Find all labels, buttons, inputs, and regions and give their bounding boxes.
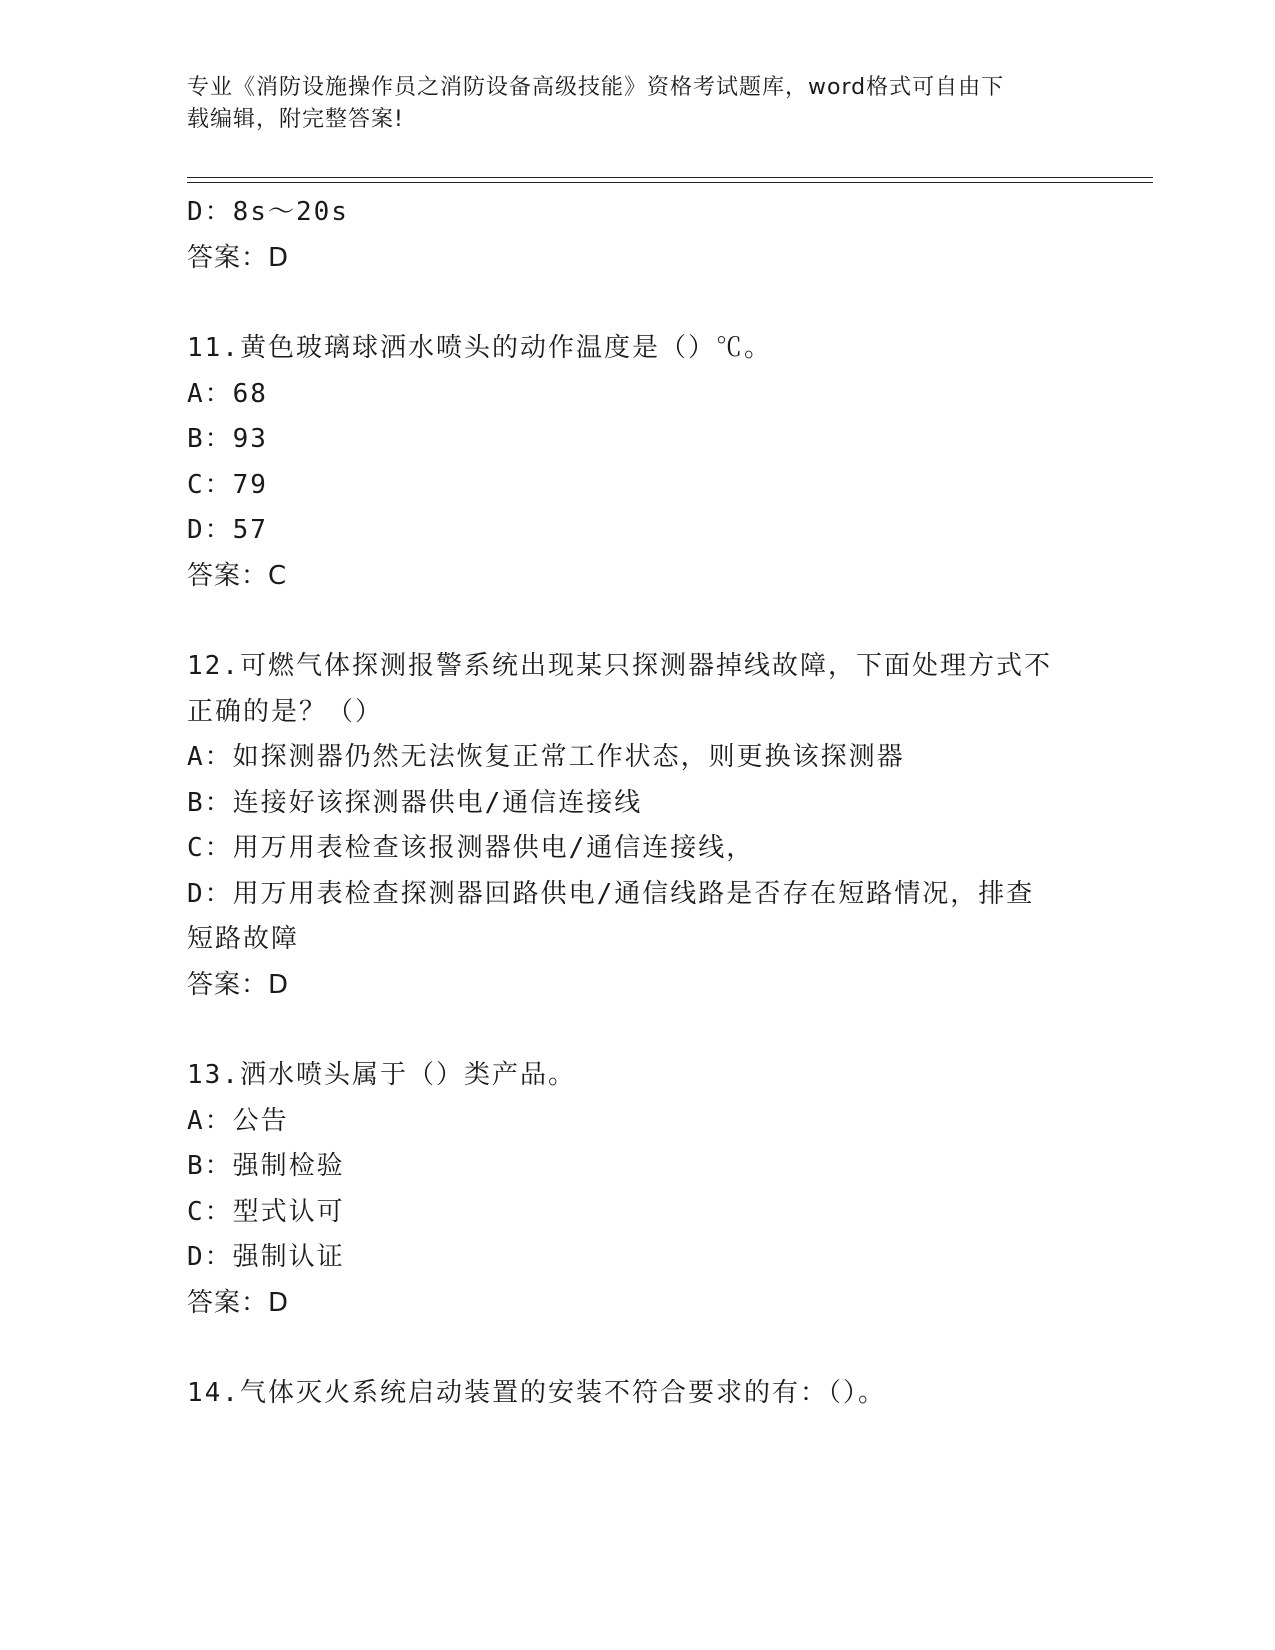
question-14	[187, 1371, 1087, 1417]
spacer	[187, 281, 1087, 326]
option-d-line-1: D：用万用表检查探测器回路供电/通信线路是否存在短路情况，排查	[187, 878, 1035, 909]
question-text: 14.气体灭火系统启动装置的安装不符合要求的有：（）。	[187, 1378, 886, 1408]
question-13	[187, 1053, 1087, 1326]
spacer	[187, 1008, 1087, 1053]
question-text: 13.洒水喷头属于（）类产品。	[187, 1060, 576, 1090]
question-text: 11.黄色玻璃球洒水喷头的动作温度是（）℃。	[187, 333, 772, 363]
option-c: C：79	[187, 469, 268, 500]
option-a: A：68	[187, 378, 268, 409]
answer: 答案：D	[187, 242, 290, 273]
option-a: A：公告	[187, 1105, 289, 1136]
header-divider-top	[187, 177, 1153, 178]
question-12	[187, 644, 1087, 1008]
question-11	[187, 326, 1087, 599]
answer: 答案：C	[187, 560, 288, 591]
option-c: C：用万用表检查该报测器供电/通信连接线，	[187, 833, 755, 863]
question-text-line-2: 正确的是？（）	[187, 696, 384, 727]
option-b: B：93	[187, 424, 268, 454]
spacer	[187, 1326, 1087, 1371]
question-10	[187, 190, 1087, 281]
option-c: C：型式认可	[187, 1196, 345, 1227]
header-divider-bottom	[187, 182, 1153, 183]
answer: 答案：D	[187, 1287, 290, 1318]
header-line-2: 载编辑，附完整答案!	[187, 107, 404, 132]
option-b: B：强制检验	[187, 1151, 345, 1181]
option-a: A：如探测器仍然无法恢复正常工作状态，则更换该探测器	[187, 742, 905, 772]
spacer	[187, 599, 1087, 644]
answer: 答案：D	[187, 969, 290, 1000]
option-d-line-2: 短路故障	[187, 924, 300, 954]
document-header	[187, 72, 1067, 136]
question-text-line-1: 12.可燃气体探测报警系统出现某只探测器掉线故障，下面处理方式不	[187, 651, 1052, 681]
option-d: D：57	[187, 515, 268, 545]
header-line-1: 专业《消防设施操作员之消防设备高级技能》资格考试题库，word格式可自由下	[187, 75, 1005, 100]
option-b: B：连接好该探测器供电/通信连接线	[187, 787, 643, 818]
option-d: D：8s～20s	[187, 197, 349, 227]
option-d: D：强制认证	[187, 1242, 345, 1272]
question-list	[187, 190, 1087, 1417]
